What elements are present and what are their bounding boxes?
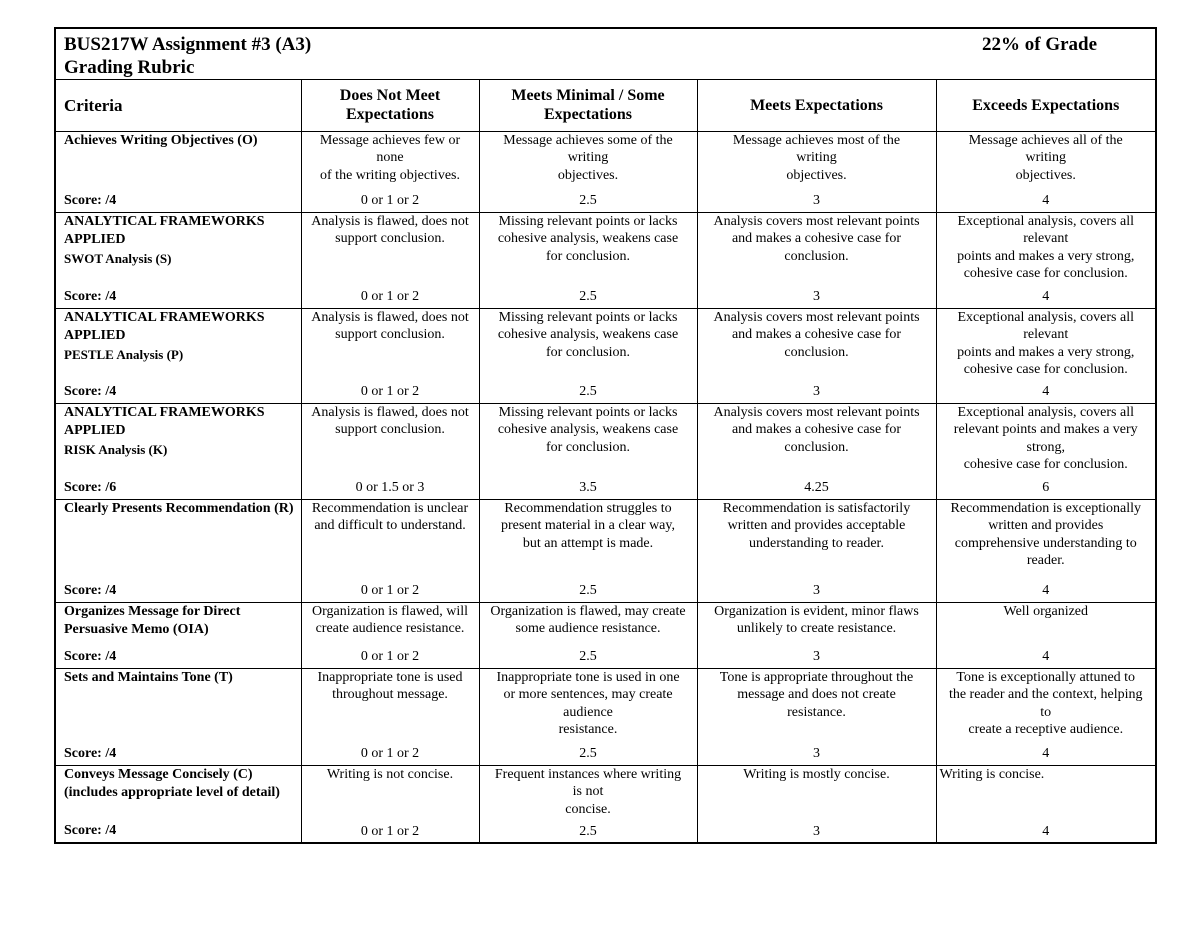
rating-description: Organization is flawed, will create audience resistance. <box>311 603 469 636</box>
rating-description: Analysis is flawed, does not support conclusion. <box>311 213 469 246</box>
grade-weight: 22% of Grade <box>982 34 1098 55</box>
rating-cell-meets-minimal <box>479 403 697 499</box>
rating-cell-meets <box>697 602 936 668</box>
rating-points: 2.5 <box>579 823 597 839</box>
rating-description: Inappropriate tone is used throughout message. <box>317 669 463 702</box>
rubric-row-recommendation <box>56 499 1155 602</box>
criterion-name: Organizes Message for Direct Persuasive Memo (OIA) <box>64 603 241 637</box>
rating-points: 4.25 <box>804 480 829 495</box>
rating-description: Missing relevant points or lacks cohesive analysis, weakens case for conclusion. <box>497 213 679 264</box>
rating-description: Inappropriate tone is used in one or more sentences, may create audience resistance. <box>496 669 680 737</box>
rating-cell-meets-minimal <box>479 602 697 668</box>
rating-cell-exceeds <box>936 212 1155 308</box>
rubric-row-pestle-analysis <box>56 308 1155 403</box>
rating-cell-meets <box>697 131 936 212</box>
rating-points: 2.5 <box>579 649 597 664</box>
assignment-title: BUS217W Assignment #3 (A3) <box>64 34 312 55</box>
rating-cell-does-not-meet <box>301 499 479 602</box>
score-label: Score: /4 <box>64 192 117 208</box>
criterion-name: Achieves Writing Objectives (O) <box>64 132 258 148</box>
column-header-does-not-meet: Does Not Meet Expectations <box>301 80 479 131</box>
criterion-cell <box>56 499 301 602</box>
rating-description: Analysis covers most relevant points and makes a cohesive case for conclusion. <box>713 404 920 455</box>
score-label: Score: /4 <box>64 582 117 598</box>
rating-cell-meets <box>697 668 936 765</box>
criterion-cell <box>56 403 301 499</box>
criterion-subtype: RISK Analysis (K) <box>64 441 168 457</box>
rubric-row-writing-objectives <box>56 131 1155 212</box>
rating-points: 3 <box>813 583 820 598</box>
rating-cell-meets-minimal <box>479 765 697 842</box>
rating-description: Well organized <box>1003 603 1089 619</box>
rating-description: Exceptional analysis, covers all relevant points and makes a very strong, cohesive case for conclusion. <box>957 213 1135 281</box>
rating-description: Recommendation is exceptionally written and provides comprehensive understanding to reader. <box>950 500 1141 568</box>
rating-cell-does-not-meet <box>301 602 479 668</box>
rating-points: 0 or 1 or 2 <box>360 193 420 208</box>
rating-points: 2.5 <box>579 746 597 761</box>
criterion-name: Conveys Message Concisely (C) (includes appropriate level of detail) <box>64 766 280 800</box>
rating-description: Tone is exceptionally attuned to the reader and the context, helping to create a receptive audience. <box>948 669 1143 737</box>
rating-points: 3 <box>813 649 820 664</box>
rating-cell-exceeds <box>936 403 1155 499</box>
rating-description: Recommendation is unclear and difficult to understand. <box>311 500 469 533</box>
rating-cell-exceeds <box>936 602 1155 668</box>
score-label: Score: /4 <box>64 288 117 304</box>
rating-points: 4 <box>1042 384 1050 399</box>
rating-points: 4 <box>1042 289 1050 304</box>
criterion-cell <box>56 668 301 765</box>
column-header-meets-minimal: Meets Minimal / Some Expectations <box>479 80 697 131</box>
column-header-exceeds: Exceeds Expectations <box>936 80 1155 131</box>
rubric-subtitle: Grading Rubric <box>64 57 195 78</box>
rating-cell-meets-minimal <box>479 212 697 308</box>
rating-points: 3 <box>813 384 820 399</box>
rating-cell-meets-minimal <box>479 499 697 602</box>
rating-cell-meets <box>697 212 936 308</box>
rating-points: 2.5 <box>579 583 597 598</box>
rating-cell-exceeds <box>936 308 1155 403</box>
rating-cell-does-not-meet <box>301 131 479 212</box>
rating-cell-meets <box>697 308 936 403</box>
rubric-table <box>56 80 1155 842</box>
rating-description: Missing relevant points or lacks cohesive analysis, weakens case for conclusion. <box>497 404 679 455</box>
rating-description: Analysis is flawed, does not support conclusion. <box>311 309 469 342</box>
criterion-cell <box>56 765 301 842</box>
rating-points: 3 <box>813 746 820 761</box>
column-header-criteria: Criteria <box>56 80 301 131</box>
rating-cell-exceeds <box>936 131 1155 212</box>
rating-points: 2.5 <box>579 193 597 208</box>
criterion-name: ANALYTICAL FRAMEWORKS APPLIED <box>64 213 265 247</box>
score-label: Score: /4 <box>64 745 117 761</box>
rating-cell-exceeds <box>936 765 1155 842</box>
rating-description: Frequent instances where writing is not concise. <box>494 766 682 817</box>
rating-points: 2.5 <box>579 289 597 304</box>
rating-cell-exceeds <box>936 499 1155 602</box>
rating-description: Writing is mostly concise. <box>743 766 890 782</box>
rating-points: 0 or 1 or 2 <box>360 289 420 304</box>
criterion-name: ANALYTICAL FRAMEWORKS APPLIED <box>64 404 265 438</box>
rating-cell-meets-minimal <box>479 308 697 403</box>
rating-cell-meets-minimal <box>479 668 697 765</box>
rating-points: 3 <box>813 193 820 208</box>
criterion-name: Clearly Presents Recommendation (R) <box>64 500 294 516</box>
rating-points: 0 or 1 or 2 <box>360 823 420 839</box>
rating-description: Writing is not concise. <box>326 766 454 782</box>
rubric-row-concision <box>56 765 1155 842</box>
score-label: Score: /4 <box>64 823 117 838</box>
rating-description: Message achieves few or none of the writing objectives. <box>319 132 461 183</box>
rating-points: 3 <box>813 289 820 304</box>
rating-description: Writing is concise. <box>939 766 1045 782</box>
rubric-table-frame <box>54 27 1157 844</box>
rating-cell-meets-minimal <box>479 131 697 212</box>
score-label: Score: /4 <box>64 648 117 664</box>
rating-points: 4 <box>1042 583 1050 598</box>
rating-cell-does-not-meet <box>301 765 479 842</box>
rating-points: 4 <box>1042 649 1050 664</box>
rating-points: 0 or 1.5 or 3 <box>355 480 425 495</box>
rating-points: 3 <box>813 823 820 839</box>
rating-description: Organization is evident, minor flaws unlikely to create resistance. <box>714 603 919 636</box>
rating-description: Recommendation is satisfactorily written and provides acceptable understanding to reader. <box>722 500 911 551</box>
rating-points: 0 or 1 or 2 <box>360 583 420 598</box>
rating-points: 4 <box>1042 746 1050 761</box>
rating-cell-meets <box>697 403 936 499</box>
rating-description: Tone is appropriate throughout the message and does not create resistance. <box>719 669 914 720</box>
rating-cell-does-not-meet <box>301 212 479 308</box>
rating-points: 4 <box>1042 823 1050 839</box>
column-header-meets: Meets Expectations <box>697 80 936 131</box>
rating-points: 6 <box>1042 480 1050 495</box>
criterion-subtype: SWOT Analysis (S) <box>64 250 172 266</box>
rating-points: 0 or 1 or 2 <box>360 649 420 664</box>
rating-description: Analysis is flawed, does not support conclusion. <box>311 404 469 437</box>
rating-points: 0 or 1 or 2 <box>360 746 420 761</box>
rating-cell-does-not-meet <box>301 403 479 499</box>
header-row <box>56 80 1155 131</box>
rating-points: 2.5 <box>579 384 597 399</box>
rating-description: Recommendation struggles to present material in a clear way, but an attempt is made. <box>500 500 675 551</box>
rubric-row-tone <box>56 668 1155 765</box>
criterion-name: Sets and Maintains Tone (T) <box>64 669 233 685</box>
rating-description: Missing relevant points or lacks cohesive analysis, weakens case for conclusion. <box>497 309 679 360</box>
criterion-subtype: PESTLE Analysis (P) <box>64 346 184 362</box>
criterion-cell <box>56 308 301 403</box>
rating-points: 3.5 <box>579 480 597 495</box>
rubric-row-risk-analysis <box>56 403 1155 499</box>
rating-description: Exceptional analysis, covers all relevant points and makes a very strong, cohesive case for conclusion. <box>953 404 1138 472</box>
rating-description: Message achieves some of the writing objectives. <box>503 132 673 183</box>
score-label: Score: /6 <box>64 479 117 495</box>
rating-cell-exceeds <box>936 668 1155 765</box>
rating-description: Analysis covers most relevant points and makes a cohesive case for conclusion. <box>713 213 920 264</box>
rubric-row-swot-analysis <box>56 212 1155 308</box>
criterion-cell <box>56 131 301 212</box>
rating-description: Exceptional analysis, covers all relevant points and makes a very strong, cohesive case for conclusion. <box>957 309 1135 377</box>
criterion-name: ANALYTICAL FRAMEWORKS APPLIED <box>64 309 265 343</box>
rating-cell-does-not-meet <box>301 308 479 403</box>
rating-description: Message achieves most of the writing objectives. <box>732 132 901 183</box>
rating-cell-does-not-meet <box>301 668 479 765</box>
score-label: Score: /4 <box>64 383 117 399</box>
rubric-title-bar <box>56 29 1155 80</box>
rating-cell-meets <box>697 499 936 602</box>
rating-description: Organization is flawed, may create some audience resistance. <box>490 603 686 636</box>
rating-points: 4 <box>1042 193 1050 208</box>
criterion-cell <box>56 602 301 668</box>
rubric-row-organization <box>56 602 1155 668</box>
criterion-cell <box>56 212 301 308</box>
rating-description: Analysis covers most relevant points and makes a cohesive case for conclusion. <box>713 309 920 360</box>
rating-description: Message achieves all of the writing objectives. <box>968 132 1123 183</box>
rating-points: 0 or 1 or 2 <box>360 384 420 399</box>
rating-cell-meets <box>697 765 936 842</box>
